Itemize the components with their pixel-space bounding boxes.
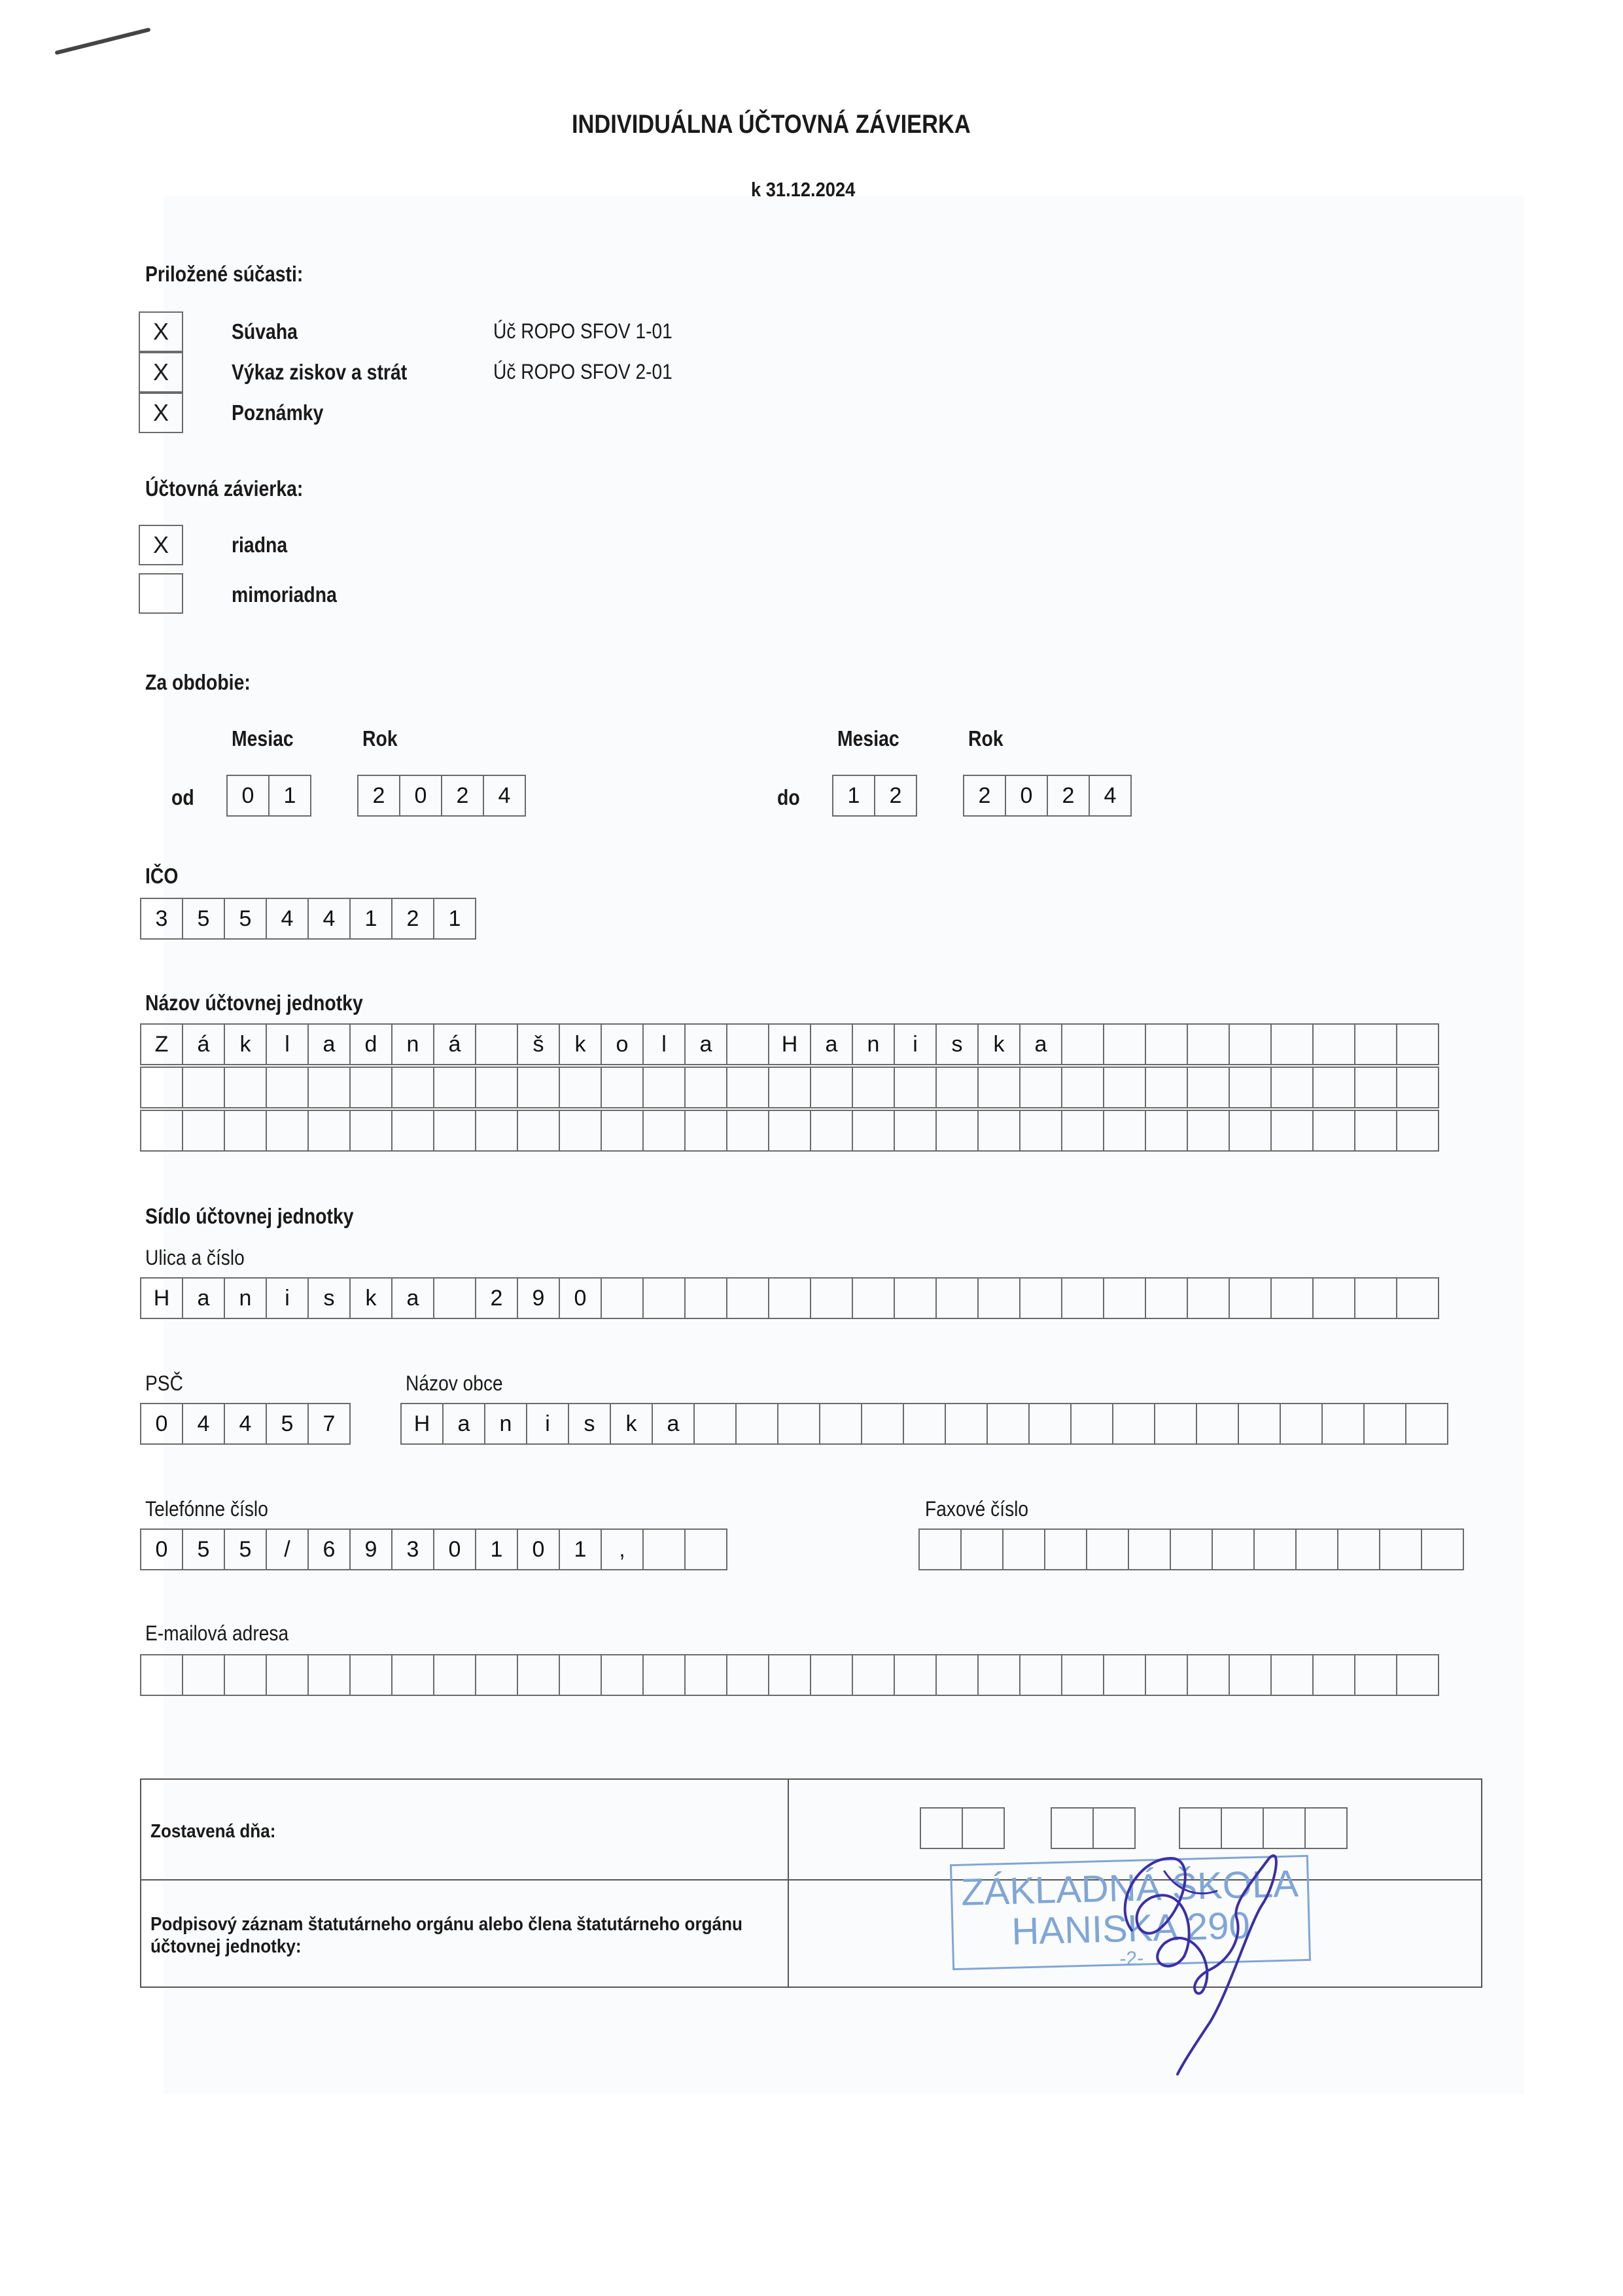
char-cell[interactable] — [1354, 1023, 1397, 1065]
char-cell[interactable] — [517, 1654, 560, 1696]
period-from-year-label: Rok — [362, 726, 398, 751]
char-cell[interactable] — [433, 1277, 476, 1319]
digit-cell[interactable] — [920, 1807, 963, 1849]
char-cell[interactable] — [349, 1110, 393, 1152]
char-cell[interactable] — [1229, 1654, 1272, 1696]
char-cell[interactable] — [810, 1067, 853, 1108]
char-cell[interactable] — [601, 1067, 644, 1108]
char-cell[interactable] — [1154, 1403, 1197, 1445]
char-cell[interactable] — [684, 1654, 727, 1696]
char-cell[interactable]: n — [852, 1023, 895, 1065]
component-check-poznamky[interactable]: X — [139, 393, 183, 433]
char-cell[interactable]: Z — [140, 1023, 183, 1065]
char-cell[interactable] — [768, 1277, 811, 1319]
char-cell[interactable] — [140, 1654, 183, 1696]
char-cell[interactable] — [1379, 1528, 1422, 1570]
char-cell[interactable] — [642, 1110, 686, 1152]
entity-name-row-2 — [140, 1067, 1439, 1108]
char-cell[interactable] — [475, 1110, 518, 1152]
period-from-year — [357, 775, 526, 817]
char-cell[interactable] — [903, 1403, 946, 1445]
component-code-vykaz: Úč ROPO SFOV 2-01 — [493, 360, 672, 383]
char-cell[interactable]: a — [391, 1277, 434, 1319]
digit-cell[interactable]: 2 — [357, 775, 400, 817]
char-cell[interactable]: 0 — [140, 1528, 183, 1570]
char-cell[interactable] — [1337, 1528, 1380, 1570]
component-name-suvaha: Súvaha — [232, 319, 298, 344]
char-cell[interactable] — [1170, 1528, 1213, 1570]
char-cell[interactable] — [1103, 1110, 1146, 1152]
prepared-day — [920, 1807, 1005, 1849]
char-cell[interactable] — [1321, 1403, 1365, 1445]
statement-type-mimoriadna: mimoriadna — [232, 582, 337, 607]
char-cell[interactable] — [1187, 1067, 1230, 1108]
char-cell[interactable] — [852, 1654, 895, 1696]
char-cell[interactable] — [642, 1067, 686, 1108]
char-cell[interactable] — [307, 1067, 351, 1108]
char-cell[interactable] — [475, 1654, 518, 1696]
digit-cell[interactable]: 0 — [226, 775, 270, 817]
char-cell[interactable] — [894, 1277, 937, 1319]
char-cell[interactable]: 1 — [559, 1528, 602, 1570]
char-cell[interactable]: s — [935, 1023, 979, 1065]
char-cell[interactable]: a — [810, 1023, 853, 1065]
char-cell[interactable] — [1354, 1654, 1397, 1696]
ico-label: IČO — [145, 864, 179, 888]
digit-cell[interactable]: 2 — [391, 898, 434, 940]
char-cell[interactable] — [1312, 1023, 1355, 1065]
char-cell[interactable] — [559, 1110, 602, 1152]
char-cell[interactable] — [1270, 1023, 1314, 1065]
char-cell[interactable] — [977, 1654, 1021, 1696]
char-cell[interactable] — [266, 1067, 309, 1108]
char-cell[interactable] — [1112, 1403, 1155, 1445]
char-cell[interactable]: 9 — [349, 1528, 393, 1570]
components-label: Priložené súčasti: — [145, 262, 304, 286]
char-cell[interactable]: n — [391, 1023, 434, 1065]
char-cell[interactable] — [684, 1528, 727, 1570]
phone-row — [140, 1528, 727, 1570]
page-title: INDIVIDUÁLNA ÚČTOVNÁ ZÁVIERKA — [572, 110, 971, 139]
char-cell[interactable] — [894, 1654, 937, 1696]
char-cell[interactable] — [935, 1654, 979, 1696]
char-cell[interactable] — [433, 1654, 476, 1696]
char-cell[interactable] — [1044, 1528, 1087, 1570]
digit-cell[interactable]: 1 — [433, 898, 476, 940]
char-cell[interactable] — [1396, 1277, 1439, 1319]
char-cell[interactable] — [1002, 1528, 1045, 1570]
char-cell[interactable] — [693, 1403, 737, 1445]
char-cell[interactable] — [266, 1110, 309, 1152]
char-cell[interactable] — [735, 1403, 778, 1445]
char-cell[interactable] — [642, 1528, 686, 1570]
statement-type-check-riadna[interactable]: X — [139, 525, 183, 565]
char-cell[interactable]: s — [307, 1277, 351, 1319]
email-label: E-mailová adresa — [145, 1621, 289, 1645]
digit-cell[interactable]: 2 — [963, 775, 1006, 817]
char-cell[interactable] — [1086, 1528, 1129, 1570]
char-cell[interactable]: a — [1019, 1023, 1062, 1065]
digit-cell[interactable]: 4 — [1089, 775, 1132, 817]
char-cell[interactable]: 0 — [433, 1528, 476, 1570]
digit-cell[interactable]: 4 — [224, 1403, 267, 1445]
statement-type-riadna: riadna — [232, 533, 288, 557]
char-cell[interactable] — [1396, 1110, 1439, 1152]
prepared-date-label: Zostavená dňa: — [150, 1821, 276, 1842]
digit-cell[interactable]: 2 — [874, 775, 917, 817]
char-cell[interactable] — [684, 1110, 727, 1152]
char-cell[interactable] — [852, 1277, 895, 1319]
char-cell[interactable] — [307, 1110, 351, 1152]
char-cell[interactable] — [1019, 1277, 1062, 1319]
statement-type-label: Účtovná závierka: — [145, 476, 304, 501]
char-cell[interactable] — [1061, 1654, 1104, 1696]
char-cell[interactable] — [1103, 1023, 1146, 1065]
char-cell[interactable] — [1196, 1403, 1239, 1445]
char-cell[interactable]: l — [266, 1023, 309, 1065]
char-cell[interactable] — [1354, 1110, 1397, 1152]
char-cell[interactable] — [977, 1110, 1021, 1152]
char-cell[interactable] — [601, 1277, 644, 1319]
city-label: Názov obce — [406, 1371, 503, 1395]
period-to-month-label: Mesiac — [837, 726, 899, 751]
psc-digits — [140, 1403, 351, 1445]
entity-name-label: Názov účtovnej jednotky — [145, 991, 363, 1015]
char-cell[interactable] — [1187, 1277, 1230, 1319]
ico-digits — [140, 898, 476, 940]
char-cell[interactable] — [852, 1067, 895, 1108]
char-cell[interactable] — [391, 1654, 434, 1696]
char-cell[interactable] — [810, 1110, 853, 1152]
char-cell[interactable] — [1312, 1654, 1355, 1696]
period-to-label: do — [777, 785, 800, 809]
char-cell[interactable] — [1187, 1023, 1230, 1065]
char-cell[interactable] — [852, 1110, 895, 1152]
period-to-year — [963, 775, 1132, 817]
char-cell[interactable]: , — [601, 1528, 644, 1570]
digit-cell[interactable]: 1 — [349, 898, 393, 940]
period-to-year-label: Rok — [968, 726, 1003, 751]
char-cell[interactable] — [935, 1277, 979, 1319]
char-cell[interactable]: i — [526, 1403, 569, 1445]
char-cell[interactable] — [391, 1110, 434, 1152]
char-cell[interactable] — [768, 1654, 811, 1696]
char-cell[interactable] — [517, 1110, 560, 1152]
char-cell[interactable] — [945, 1403, 988, 1445]
char-cell[interactable] — [307, 1654, 351, 1696]
char-cell[interactable] — [1070, 1403, 1113, 1445]
char-cell[interactable] — [1270, 1067, 1314, 1108]
char-cell[interactable]: H — [768, 1023, 811, 1065]
char-cell[interactable] — [140, 1067, 183, 1108]
char-cell[interactable] — [1103, 1277, 1146, 1319]
char-cell[interactable] — [726, 1654, 769, 1696]
char-cell[interactable] — [1238, 1403, 1281, 1445]
char-cell[interactable]: 0 — [559, 1277, 602, 1319]
char-cell[interactable] — [1312, 1067, 1355, 1108]
char-cell[interactable] — [1019, 1067, 1062, 1108]
char-cell[interactable] — [768, 1067, 811, 1108]
component-check-suvaha[interactable]: X — [139, 311, 183, 352]
entity-name-row-3 — [140, 1110, 1439, 1152]
char-cell[interactable] — [777, 1403, 820, 1445]
stamp-line-1: ZÁKLADNÁ ŠKOLA — [960, 1862, 1299, 1914]
char-cell[interactable]: n — [224, 1277, 267, 1319]
char-cell[interactable] — [140, 1110, 183, 1152]
char-cell[interactable] — [642, 1277, 686, 1319]
char-cell[interactable] — [977, 1067, 1021, 1108]
char-cell[interactable]: š — [517, 1023, 560, 1065]
component-code-suvaha: Úč ROPO SFOV 1-01 — [493, 319, 672, 343]
char-cell[interactable] — [819, 1403, 862, 1445]
char-cell[interactable] — [224, 1110, 267, 1152]
char-cell[interactable] — [1229, 1023, 1272, 1065]
char-cell[interactable] — [1312, 1110, 1355, 1152]
digit-cell[interactable]: 2 — [441, 775, 484, 817]
char-cell[interactable]: a — [182, 1277, 225, 1319]
char-cell[interactable] — [861, 1403, 904, 1445]
char-cell[interactable] — [601, 1654, 644, 1696]
char-cell[interactable]: i — [894, 1023, 937, 1065]
char-cell[interactable] — [1103, 1654, 1146, 1696]
digit-cell[interactable]: 5 — [182, 898, 225, 940]
char-cell[interactable]: d — [349, 1023, 393, 1065]
char-cell[interactable] — [1019, 1110, 1062, 1152]
char-cell[interactable] — [1061, 1067, 1104, 1108]
char-cell[interactable] — [960, 1528, 1003, 1570]
char-cell[interactable] — [1280, 1403, 1323, 1445]
page-corner-mark — [55, 27, 151, 55]
char-cell[interactable] — [1270, 1110, 1314, 1152]
char-cell[interactable] — [1312, 1277, 1355, 1319]
char-cell[interactable] — [1229, 1277, 1272, 1319]
char-cell[interactable] — [726, 1110, 769, 1152]
char-cell[interactable] — [475, 1067, 518, 1108]
char-cell[interactable] — [1354, 1277, 1397, 1319]
char-cell[interactable]: 5 — [224, 1528, 267, 1570]
char-cell[interactable] — [684, 1067, 727, 1108]
char-cell[interactable] — [1270, 1277, 1314, 1319]
char-cell[interactable] — [1061, 1023, 1104, 1065]
char-cell[interactable] — [266, 1654, 309, 1696]
char-cell[interactable] — [726, 1023, 769, 1065]
char-cell[interactable]: k — [349, 1277, 393, 1319]
char-cell[interactable] — [1145, 1023, 1188, 1065]
char-cell[interactable] — [977, 1277, 1021, 1319]
digit-cell[interactable]: 3 — [140, 898, 183, 940]
digit-cell[interactable]: 1 — [268, 775, 311, 817]
char-cell[interactable] — [1061, 1110, 1104, 1152]
char-cell[interactable]: 6 — [307, 1528, 351, 1570]
fax-label: Faxové číslo — [925, 1497, 1029, 1521]
email-row — [140, 1654, 1439, 1696]
char-cell[interactable] — [918, 1528, 962, 1570]
psc-label: PSČ — [145, 1371, 183, 1395]
char-cell[interactable] — [1396, 1654, 1439, 1696]
char-cell[interactable] — [935, 1110, 979, 1152]
char-cell[interactable] — [1103, 1067, 1146, 1108]
statement-type-check-mimoriadna[interactable] — [139, 573, 183, 614]
char-cell[interactable] — [726, 1067, 769, 1108]
component-name-vykaz: Výkaz ziskov a strát — [232, 360, 408, 384]
char-cell[interactable] — [1187, 1654, 1230, 1696]
digit-cell[interactable]: 4 — [307, 898, 351, 940]
component-name-poznamky: Poznámky — [232, 400, 324, 425]
period-from-month-label: Mesiac — [232, 726, 294, 751]
char-cell[interactable] — [349, 1067, 393, 1108]
char-cell[interactable]: k — [559, 1023, 602, 1065]
char-cell[interactable] — [182, 1110, 225, 1152]
digit-cell[interactable]: 5 — [224, 898, 267, 940]
char-cell[interactable]: 1 — [475, 1528, 518, 1570]
digit-cell[interactable]: 0 — [1005, 775, 1048, 817]
digit-cell[interactable]: 4 — [266, 898, 309, 940]
entity-name-row-1 — [140, 1023, 1439, 1065]
char-cell[interactable] — [1270, 1654, 1314, 1696]
char-cell[interactable] — [768, 1110, 811, 1152]
handwritten-signature — [1086, 1832, 1295, 2081]
char-cell[interactable] — [1396, 1023, 1439, 1065]
component-check-vykaz[interactable]: X — [139, 352, 183, 393]
char-cell[interactable] — [1253, 1528, 1297, 1570]
char-cell[interactable]: k — [610, 1403, 653, 1445]
char-cell[interactable]: / — [266, 1528, 309, 1570]
char-cell[interactable] — [1396, 1067, 1439, 1108]
digit-cell[interactable]: 7 — [307, 1403, 351, 1445]
char-cell[interactable] — [726, 1277, 769, 1319]
char-cell[interactable] — [810, 1277, 853, 1319]
fax-row — [918, 1528, 1464, 1570]
char-cell[interactable] — [1028, 1403, 1072, 1445]
period-from-month — [226, 775, 311, 817]
char-cell[interactable] — [391, 1067, 434, 1108]
signoff-divider-vertical — [788, 1780, 789, 1987]
char-cell[interactable]: H — [140, 1277, 183, 1319]
digit-cell[interactable]: 5 — [266, 1403, 309, 1445]
period-from-label: od — [171, 785, 194, 809]
char-cell[interactable] — [1212, 1528, 1255, 1570]
digit-cell[interactable]: 0 — [399, 775, 442, 817]
char-cell[interactable]: á — [182, 1023, 225, 1065]
digit-cell[interactable]: 4 — [182, 1403, 225, 1445]
char-cell[interactable] — [1295, 1528, 1338, 1570]
char-cell[interactable] — [1061, 1277, 1104, 1319]
char-cell[interactable] — [182, 1654, 225, 1696]
digit-cell[interactable]: 1 — [832, 775, 875, 817]
char-cell[interactable] — [1405, 1403, 1448, 1445]
period-label: Za obdobie: — [145, 670, 251, 694]
address-label: Sídlo účtovnej jednotky — [145, 1204, 354, 1228]
period-to-month — [832, 775, 917, 817]
char-cell[interactable] — [1145, 1110, 1188, 1152]
char-cell[interactable]: 0 — [517, 1528, 560, 1570]
char-cell[interactable]: 2 — [475, 1277, 518, 1319]
char-cell[interactable]: a — [652, 1403, 695, 1445]
char-cell[interactable]: n — [484, 1403, 527, 1445]
char-cell[interactable]: i — [266, 1277, 309, 1319]
char-cell[interactable] — [475, 1023, 518, 1065]
digit-cell[interactable]: 0 — [140, 1403, 183, 1445]
char-cell[interactable] — [684, 1277, 727, 1319]
char-cell[interactable] — [986, 1403, 1030, 1445]
char-cell[interactable]: 9 — [517, 1277, 560, 1319]
char-cell[interactable]: l — [642, 1023, 686, 1065]
char-cell[interactable] — [1229, 1067, 1272, 1108]
char-cell[interactable] — [601, 1110, 644, 1152]
char-cell[interactable]: a — [684, 1023, 727, 1065]
char-cell[interactable] — [935, 1067, 979, 1108]
city-row — [400, 1403, 1448, 1445]
char-cell[interactable]: H — [400, 1403, 444, 1445]
char-cell[interactable] — [433, 1067, 476, 1108]
phone-label: Telefónne číslo — [145, 1497, 268, 1521]
digit-cell[interactable] — [1304, 1807, 1348, 1849]
char-cell[interactable] — [1421, 1528, 1464, 1570]
char-cell[interactable]: á — [433, 1023, 476, 1065]
char-cell[interactable] — [1187, 1110, 1230, 1152]
street-label: Ulica a číslo — [145, 1246, 245, 1269]
char-cell[interactable] — [433, 1110, 476, 1152]
char-cell[interactable]: s — [568, 1403, 611, 1445]
char-cell[interactable] — [642, 1654, 686, 1696]
char-cell[interactable]: k — [977, 1023, 1021, 1065]
statement-date: k 31.12.2024 — [751, 178, 856, 201]
digit-cell[interactable] — [962, 1807, 1005, 1849]
char-cell[interactable] — [894, 1067, 937, 1108]
street-row — [140, 1277, 1439, 1319]
char-cell[interactable] — [894, 1110, 937, 1152]
char-cell[interactable] — [1128, 1528, 1171, 1570]
char-cell[interactable] — [224, 1067, 267, 1108]
char-cell[interactable]: k — [224, 1023, 267, 1065]
char-cell[interactable] — [810, 1654, 853, 1696]
char-cell[interactable] — [349, 1654, 393, 1696]
char-cell[interactable] — [559, 1067, 602, 1108]
char-cell[interactable]: 5 — [182, 1528, 225, 1570]
char-cell[interactable] — [559, 1654, 602, 1696]
char-cell[interactable] — [1363, 1403, 1406, 1445]
char-cell[interactable] — [182, 1067, 225, 1108]
char-cell[interactable] — [1019, 1654, 1062, 1696]
char-cell[interactable] — [1145, 1654, 1188, 1696]
char-cell[interactable]: a — [442, 1403, 485, 1445]
char-cell[interactable] — [1229, 1110, 1272, 1152]
char-cell[interactable]: a — [307, 1023, 351, 1065]
char-cell[interactable]: 3 — [391, 1528, 434, 1570]
char-cell[interactable] — [1145, 1067, 1188, 1108]
stamp-line-2: HANISKA 290 — [1011, 1904, 1251, 1953]
signature-label: Podpisový záznam štatutárneho orgánu alebo člena štatutárneho orgánu účtovnej jednotky: — [150, 1914, 742, 1957]
stamp-line-3: -2- — [1119, 1947, 1144, 1970]
char-cell[interactable] — [1145, 1277, 1188, 1319]
digit-cell[interactable]: 2 — [1047, 775, 1090, 817]
char-cell[interactable] — [517, 1067, 560, 1108]
digit-cell[interactable]: 4 — [483, 775, 526, 817]
char-cell[interactable] — [1354, 1067, 1397, 1108]
char-cell[interactable]: o — [601, 1023, 644, 1065]
char-cell[interactable] — [224, 1654, 267, 1696]
